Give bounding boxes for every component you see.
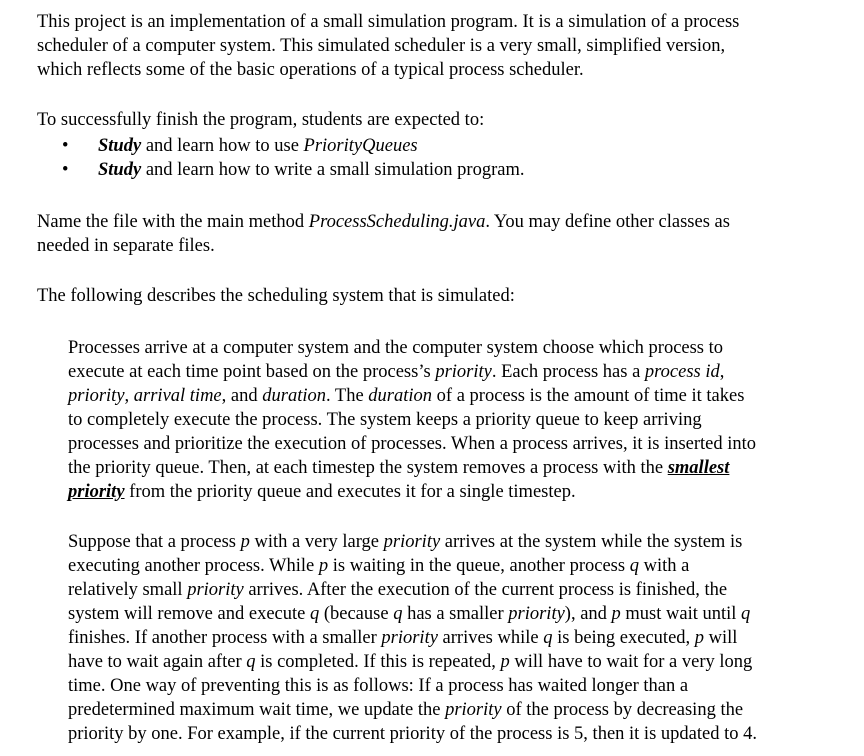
sup-text: executing another process. While	[68, 556, 319, 576]
bullet-icon: •	[62, 136, 69, 156]
desc-text: . Each process has a	[491, 362, 645, 382]
desc-text: from the priority queue and executes it for a single timestep.	[124, 482, 576, 502]
sup-term: priority	[187, 580, 244, 600]
sup-text: is completed. If this is repeated,	[255, 652, 501, 672]
desc-term: duration	[262, 386, 326, 406]
sup-var: q	[246, 652, 256, 672]
intro-line-2: scheduler of a computer system. This simulated scheduler is a very small, simplified version,	[37, 36, 726, 56]
sup-text: arrives while	[437, 628, 544, 648]
suppose-line-3	[68, 578, 828, 602]
sup-var: q	[543, 628, 553, 648]
suppose-paragraph	[68, 530, 828, 746]
sup-text: have to wait again after	[68, 652, 247, 672]
sup-text: Suppose that a process	[68, 532, 241, 552]
suppose-line-2	[68, 554, 828, 578]
desc-term: arrival time	[133, 386, 222, 406]
desc-line-1: Processes arrive at a computer system and the computer system choose which process to	[68, 338, 724, 358]
sup-var: p	[611, 604, 621, 624]
intro-line-1: This project is an implementation of a small simulation program. It is a simulation of a process	[37, 12, 740, 32]
suppose-line-5	[68, 626, 828, 650]
desc-text: execute at each time point based on the process’s	[68, 362, 436, 382]
sup-text: with a	[638, 556, 690, 576]
sup-var: p	[318, 556, 329, 576]
expectations-lead-text: To successfully finish the program, students are expected to:	[37, 110, 485, 130]
sup-text: is being executed,	[552, 628, 695, 648]
sup-text: will have to wait for a very long	[509, 652, 753, 672]
filename-file: ProcessScheduling.java	[308, 212, 486, 232]
sup-var: q	[741, 604, 751, 624]
bullet-icon: •	[62, 160, 69, 180]
expectations-list	[62, 134, 524, 182]
filename-paragraph	[37, 210, 837, 258]
list-item-verb: Study	[98, 136, 142, 156]
desc-line-5: processes and prioritize the execution of processes. When a process arrives, it is inserted into	[68, 434, 757, 454]
sup-text: relatively small	[68, 580, 188, 600]
sup-text: system will remove and execute	[68, 604, 310, 624]
desc-line-7	[68, 480, 828, 504]
suppose-line-7: time. One way of preventing this is as follows: If a process has waited longer than a	[68, 676, 689, 696]
filename-line-1	[37, 210, 837, 234]
sup-var: q	[309, 604, 320, 624]
filename-line-2: needed in separate files.	[37, 236, 215, 256]
list-item-verb: Study	[98, 160, 142, 180]
sup-text: arrives. After the execution of the current process is finished, the	[243, 580, 728, 600]
desc-text: of a process is the amount of time it takes	[432, 386, 745, 406]
sup-var: p	[240, 532, 250, 552]
desc-text: . The	[325, 386, 369, 406]
sup-var: q	[393, 604, 403, 624]
desc-term: priority	[68, 386, 125, 406]
list-item-text: and learn how to use	[141, 136, 304, 156]
desc-line-6	[68, 456, 828, 480]
filename-post: . You may define other classes as	[485, 212, 730, 232]
following-text: The following describes the scheduling system that is simulated:	[37, 286, 515, 306]
desc-line-4: to completely execute the process. The system keeps a priority queue to keep arriving	[68, 410, 702, 430]
desc-emphasis: smallest	[667, 458, 730, 478]
filename-pre: Name the file with the main method	[37, 212, 309, 232]
sup-text: finishes. If another process with a smaller	[68, 628, 382, 648]
sup-term: priority	[383, 532, 441, 552]
sup-text: (because	[319, 604, 394, 624]
sup-term: priority	[508, 604, 565, 624]
expectations-lead	[37, 108, 837, 132]
desc-line-2	[68, 360, 828, 384]
sup-var: p	[694, 628, 705, 648]
sup-term: priority	[445, 700, 502, 720]
list-item-term: PriorityQueues	[303, 136, 418, 156]
sup-text: arrives at the system while the system is	[440, 532, 743, 552]
following-paragraph	[37, 284, 837, 308]
desc-term: priority	[435, 362, 492, 382]
description-paragraph	[68, 336, 828, 504]
suppose-line-1	[68, 530, 828, 554]
desc-text: , and	[221, 386, 263, 406]
suppose-line-9: priority by one. For example, if the current priority of the process is 5, then it is updated to 4.	[68, 724, 757, 744]
sup-text: ), and	[564, 604, 612, 624]
list-item	[62, 134, 524, 158]
sup-text: will	[704, 628, 738, 648]
sup-var: q	[629, 556, 639, 576]
desc-line-3	[68, 384, 828, 408]
list-item-text: and learn how to write a small simulation program.	[141, 160, 525, 180]
desc-term: process id	[644, 362, 720, 382]
sup-text: has a smaller	[402, 604, 509, 624]
suppose-line-8	[68, 698, 828, 722]
suppose-line-6	[68, 650, 828, 674]
desc-term: duration	[368, 386, 433, 406]
sup-var: p	[500, 652, 510, 672]
desc-text: the priority queue. Then, at each timestep the system removes a process with the	[68, 458, 668, 478]
sup-text: is waiting in the queue, another process	[328, 556, 630, 576]
sup-text: of the process by decreasing the	[501, 700, 744, 720]
desc-text: ,	[124, 386, 134, 406]
intro-paragraph	[37, 10, 837, 82]
suppose-line-4	[68, 602, 828, 626]
desc-text: ,	[719, 362, 725, 382]
desc-emphasis: priority	[68, 482, 125, 502]
sup-text: with a very large	[249, 532, 384, 552]
sup-text: predetermined maximum wait time, we update the	[68, 700, 446, 720]
list-item	[62, 158, 524, 182]
sup-text: must wait until	[620, 604, 742, 624]
sup-term: priority	[381, 628, 438, 648]
intro-line-3: which reflects some of the basic operations of a typical process scheduler.	[37, 60, 584, 80]
